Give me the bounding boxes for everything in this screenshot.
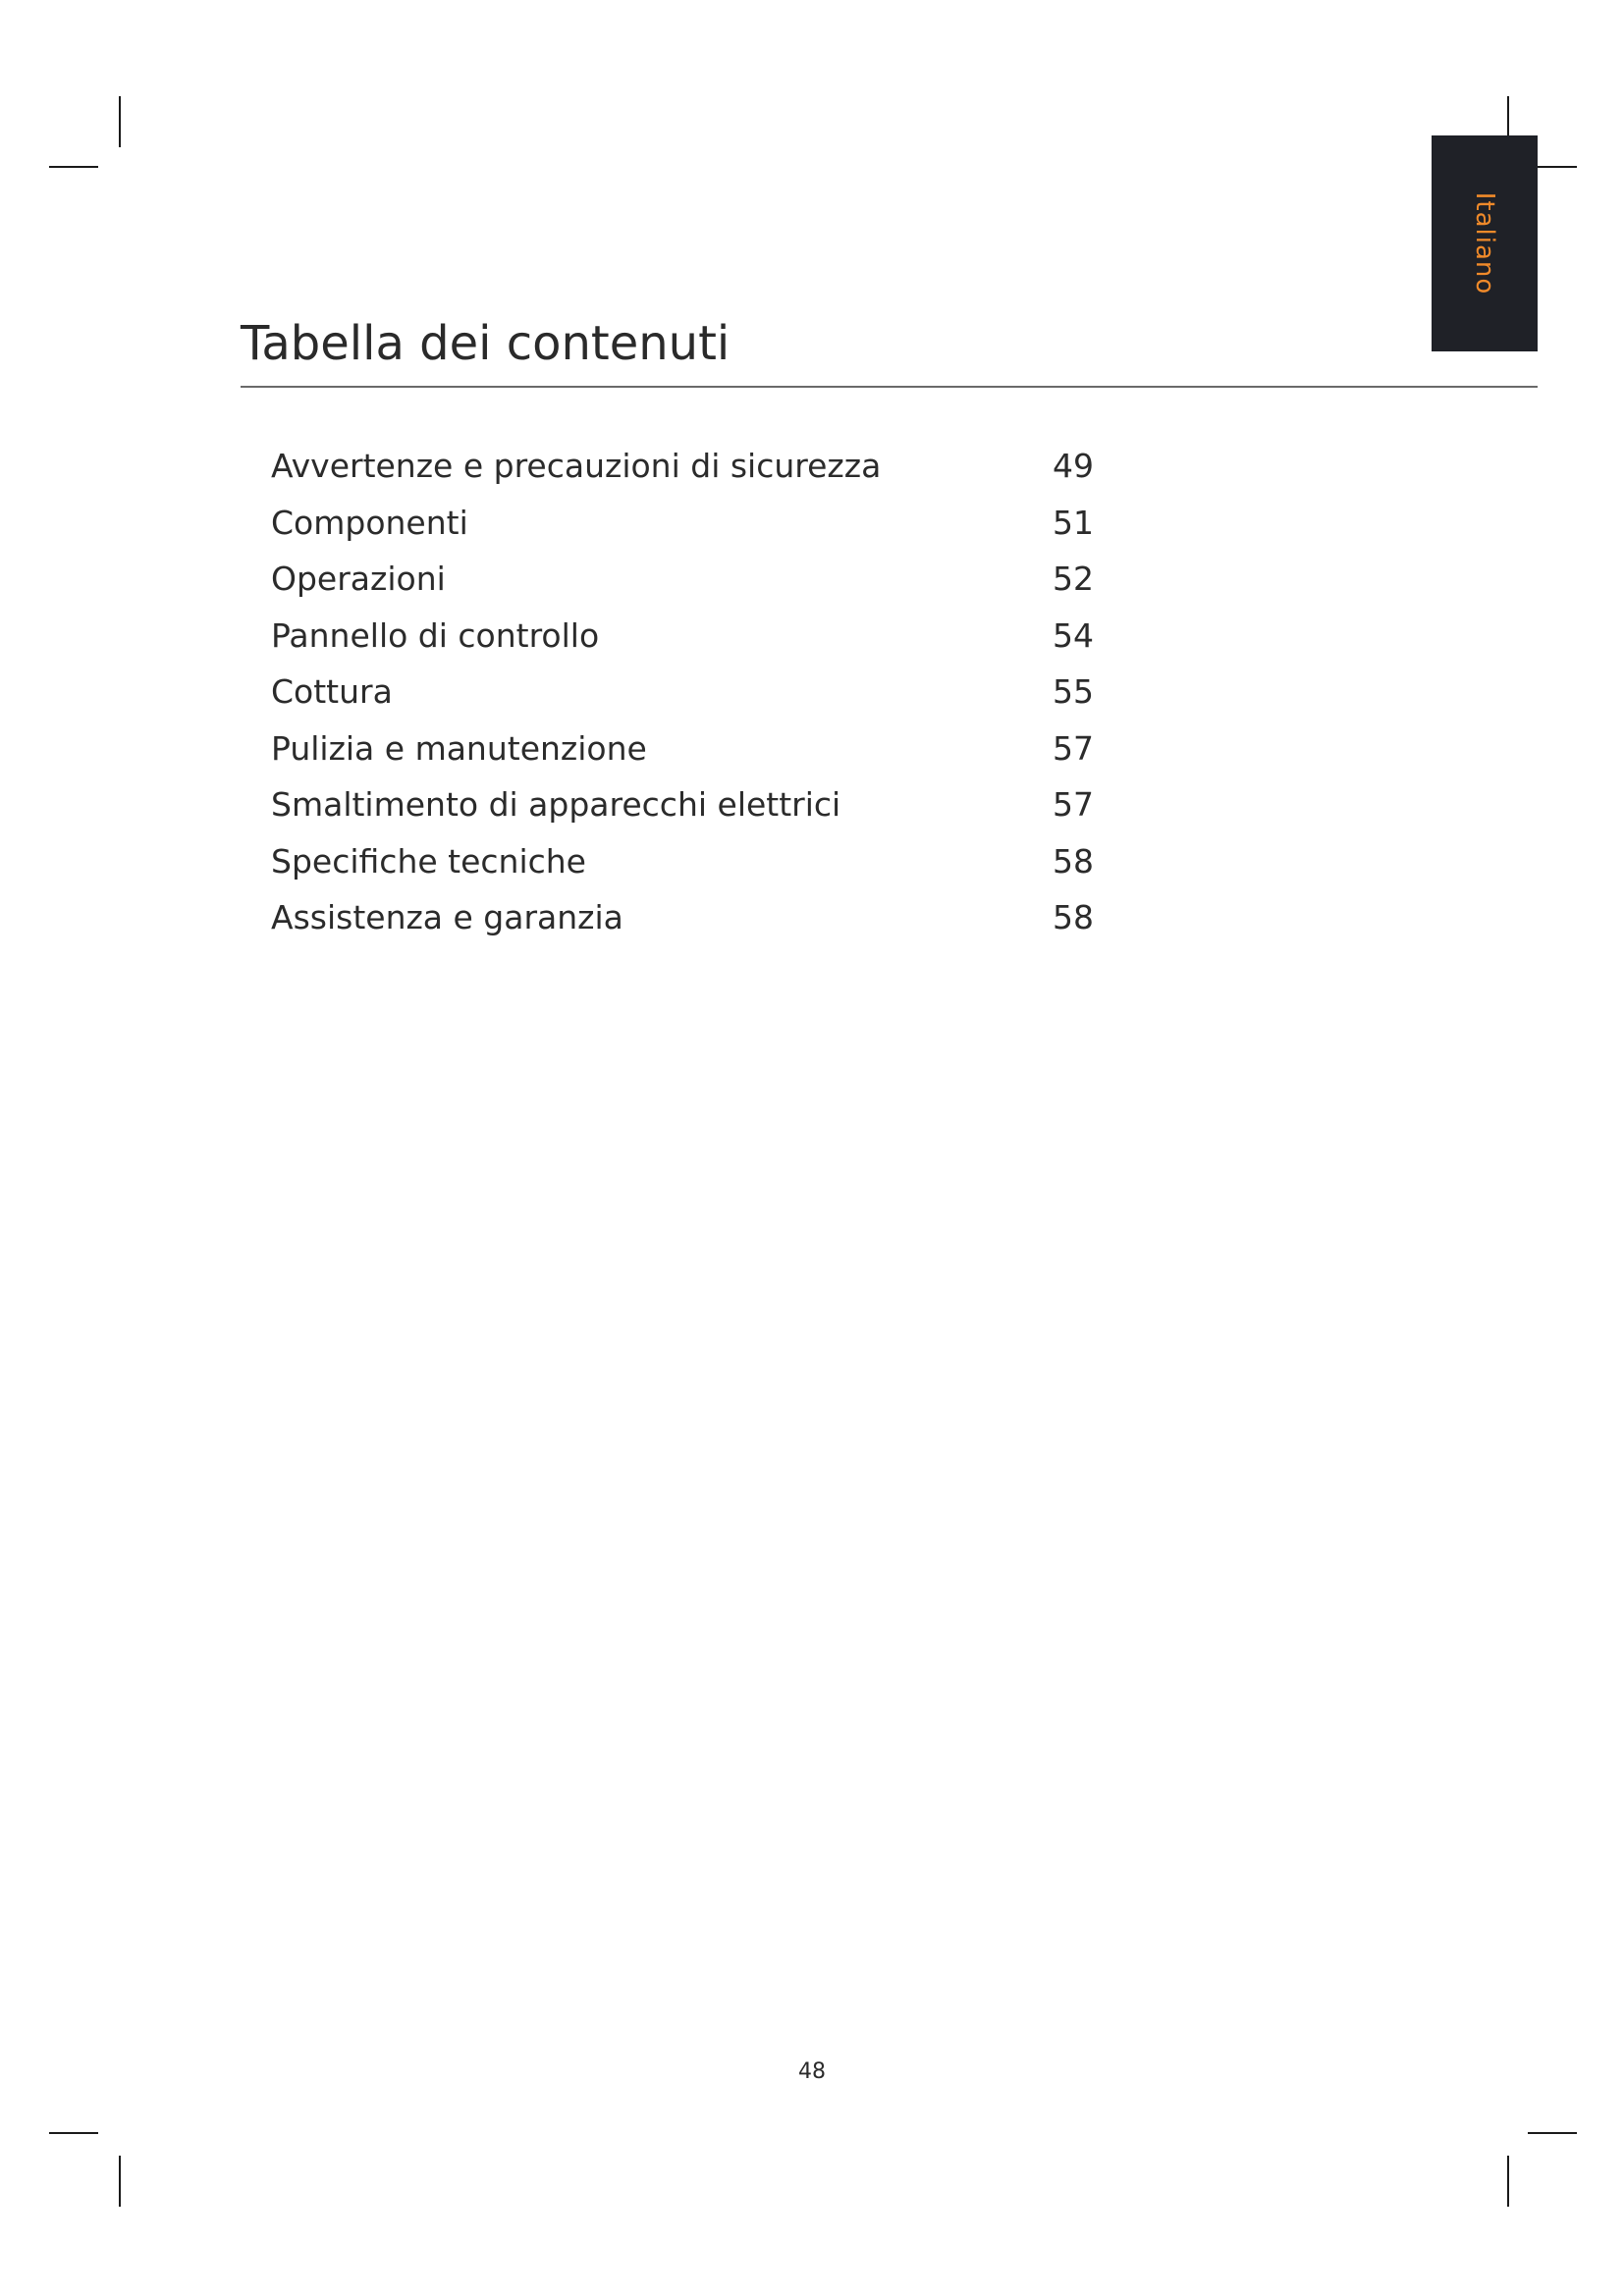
toc-entry[interactable] <box>271 729 1094 786</box>
toc-entry-label: Pulizia e manutenzione <box>271 728 647 768</box>
toc-entry-page: 51 <box>1053 503 1094 542</box>
crop-mark-bottom-left-vertical <box>119 2156 121 2207</box>
toc-entry-label: Componenti <box>271 503 468 542</box>
toc-entry-page: 57 <box>1053 728 1094 768</box>
title-divider <box>241 386 1538 388</box>
toc-entry[interactable] <box>271 560 1094 616</box>
toc-entry-page: 58 <box>1053 898 1094 936</box>
page-title: Tabella dei contenuti <box>241 316 731 371</box>
toc-entry[interactable] <box>271 616 1094 673</box>
toc-entry-page: 58 <box>1053 841 1094 881</box>
toc-entry[interactable] <box>271 504 1094 561</box>
page-number: 48 <box>798 2059 826 2084</box>
toc-entry[interactable] <box>271 785 1094 842</box>
toc-entry-page: 54 <box>1053 615 1094 655</box>
toc-entry-page: 49 <box>1053 447 1094 485</box>
crop-mark-bottom-right-horizontal <box>1528 2132 1577 2134</box>
toc-entry-label: Smaltimento di apparecchi elettrici <box>271 785 841 824</box>
language-tab <box>1432 135 1538 351</box>
language-tab-label: Italiano <box>1470 191 1499 295</box>
toc-entry-page: 52 <box>1053 560 1094 598</box>
toc-entry-page: 57 <box>1053 785 1094 824</box>
crop-mark-bottom-left-horizontal <box>49 2132 98 2134</box>
toc-entry-label: Avvertenze e precauzioni di sicurezza <box>271 447 882 485</box>
crop-mark-bottom-right-vertical <box>1507 2156 1509 2207</box>
toc-entry-page: 55 <box>1053 672 1094 711</box>
toc-entry-label: Cottura <box>271 672 393 711</box>
toc-entry-label: Assistenza e garanzia <box>271 898 623 936</box>
toc-entry[interactable] <box>271 447 1094 504</box>
crop-mark-top-left-horizontal <box>49 166 98 168</box>
toc-entry[interactable] <box>271 672 1094 729</box>
toc-entry[interactable] <box>271 898 1094 955</box>
crop-mark-top-left-vertical <box>119 96 121 147</box>
toc-entry-label: Operazioni <box>271 560 446 598</box>
toc-entry-label: Specifiche tecniche <box>271 841 586 881</box>
toc-entry[interactable] <box>271 842 1094 899</box>
toc-entry-label: Pannello di controllo <box>271 615 600 655</box>
table-of-contents <box>271 447 1094 955</box>
